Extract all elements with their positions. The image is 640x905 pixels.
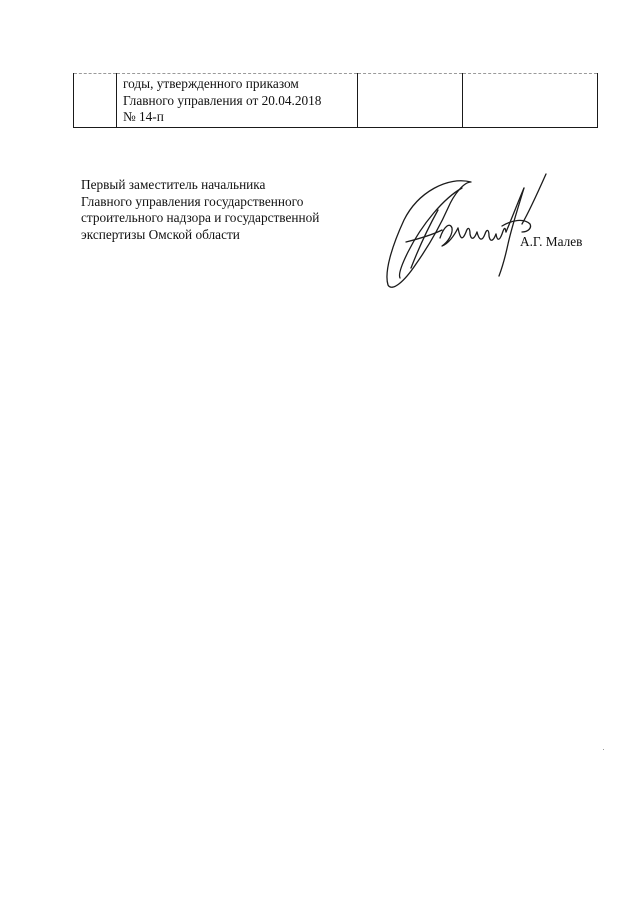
table-cell-empty (463, 74, 598, 128)
order-table-continuation (73, 73, 598, 128)
description-line: годы, утвержденного приказом (123, 76, 299, 91)
cell-value (463, 74, 597, 76)
position-line: Главного управления государственного (81, 193, 304, 209)
row-number (74, 74, 116, 76)
description-text (117, 74, 357, 126)
table-cell-number (74, 74, 117, 128)
position-line: строительного надзора и государственной (81, 210, 320, 225)
description-line: Главного управления от 20.04.2018 (123, 92, 322, 108)
description-line: № 14-п (123, 109, 164, 124)
table-cell-description (117, 74, 358, 128)
cell-value (358, 74, 462, 76)
position-line: экспертизы Омской области (81, 226, 240, 242)
scan-speck (603, 749, 604, 750)
handwritten-signature (378, 168, 553, 293)
table-row (74, 74, 598, 128)
table-cell-empty (358, 74, 463, 128)
signer-name: А.Г. Малев (520, 234, 583, 249)
signatory-position (81, 177, 381, 243)
position-line: Первый заместитель начальника (81, 177, 266, 192)
